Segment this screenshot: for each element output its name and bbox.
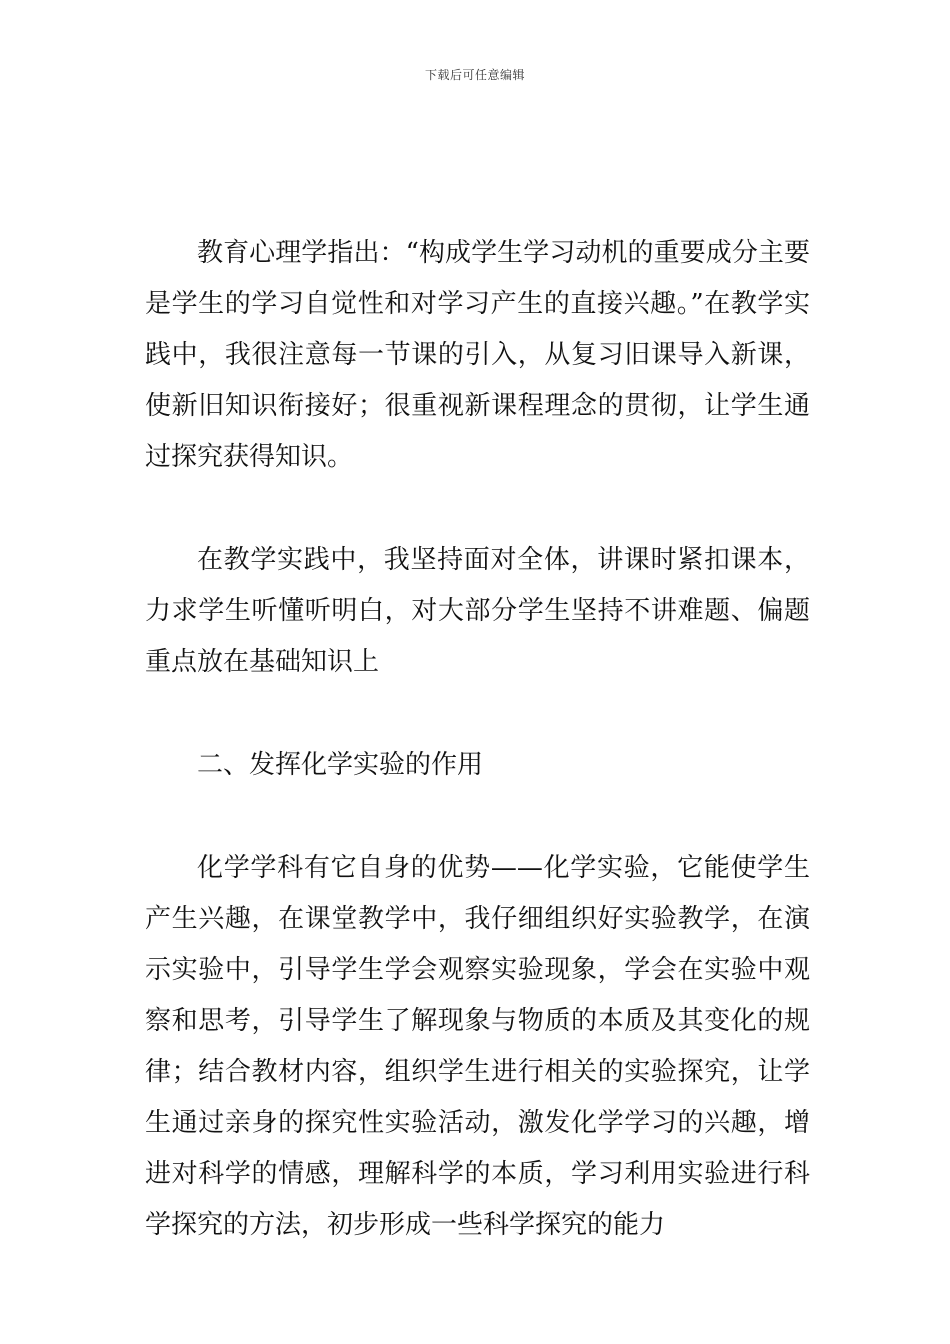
paragraph-teaching-practice: 在教学实践中，我坚持面对全体，讲课时紧扣课本，力求学生听懂听明白，对大部分学生坚持不讲难题、偏题重点放在基础知识上 (145, 545, 810, 677)
paragraph-motivation: 教育心理学指出：“构成学生学习动机的重要成分主要是学生的学习自觉性和对学习产生的直接兴趣。”在教学实践中，我很注意每一节课的引入，从复习旧课导入新课，使新旧知识衔接好；很重视新课程理念的贯彻，让学生通过探究获得知识。 (145, 238, 810, 472)
header-note: 下载后可任意编辑 (424, 68, 525, 82)
section-heading: 二、发挥化学实验的作用 (197, 750, 484, 780)
paragraph-chemistry-experiments: 化学学科有它自身的优势——化学实验，它能使学生产生兴趣，在课堂教学中，我仔细组织好实验教学，在演示实验中，引导学生学会观察实验现象，学会在实验中观察和思考，引导学生了解现象与物质的本质及其变化的规律；结合教材内容，组织学生进行相关的实验探究，让学生通过亲身的探究性实验活动，激发化学学习的兴趣，增进对科学的情感，理解科学的本质，学习利用实验进行科学探究的方法，初步形成一些科学探究的能力 (145, 853, 810, 1240)
document-body (145, 228, 810, 1251)
